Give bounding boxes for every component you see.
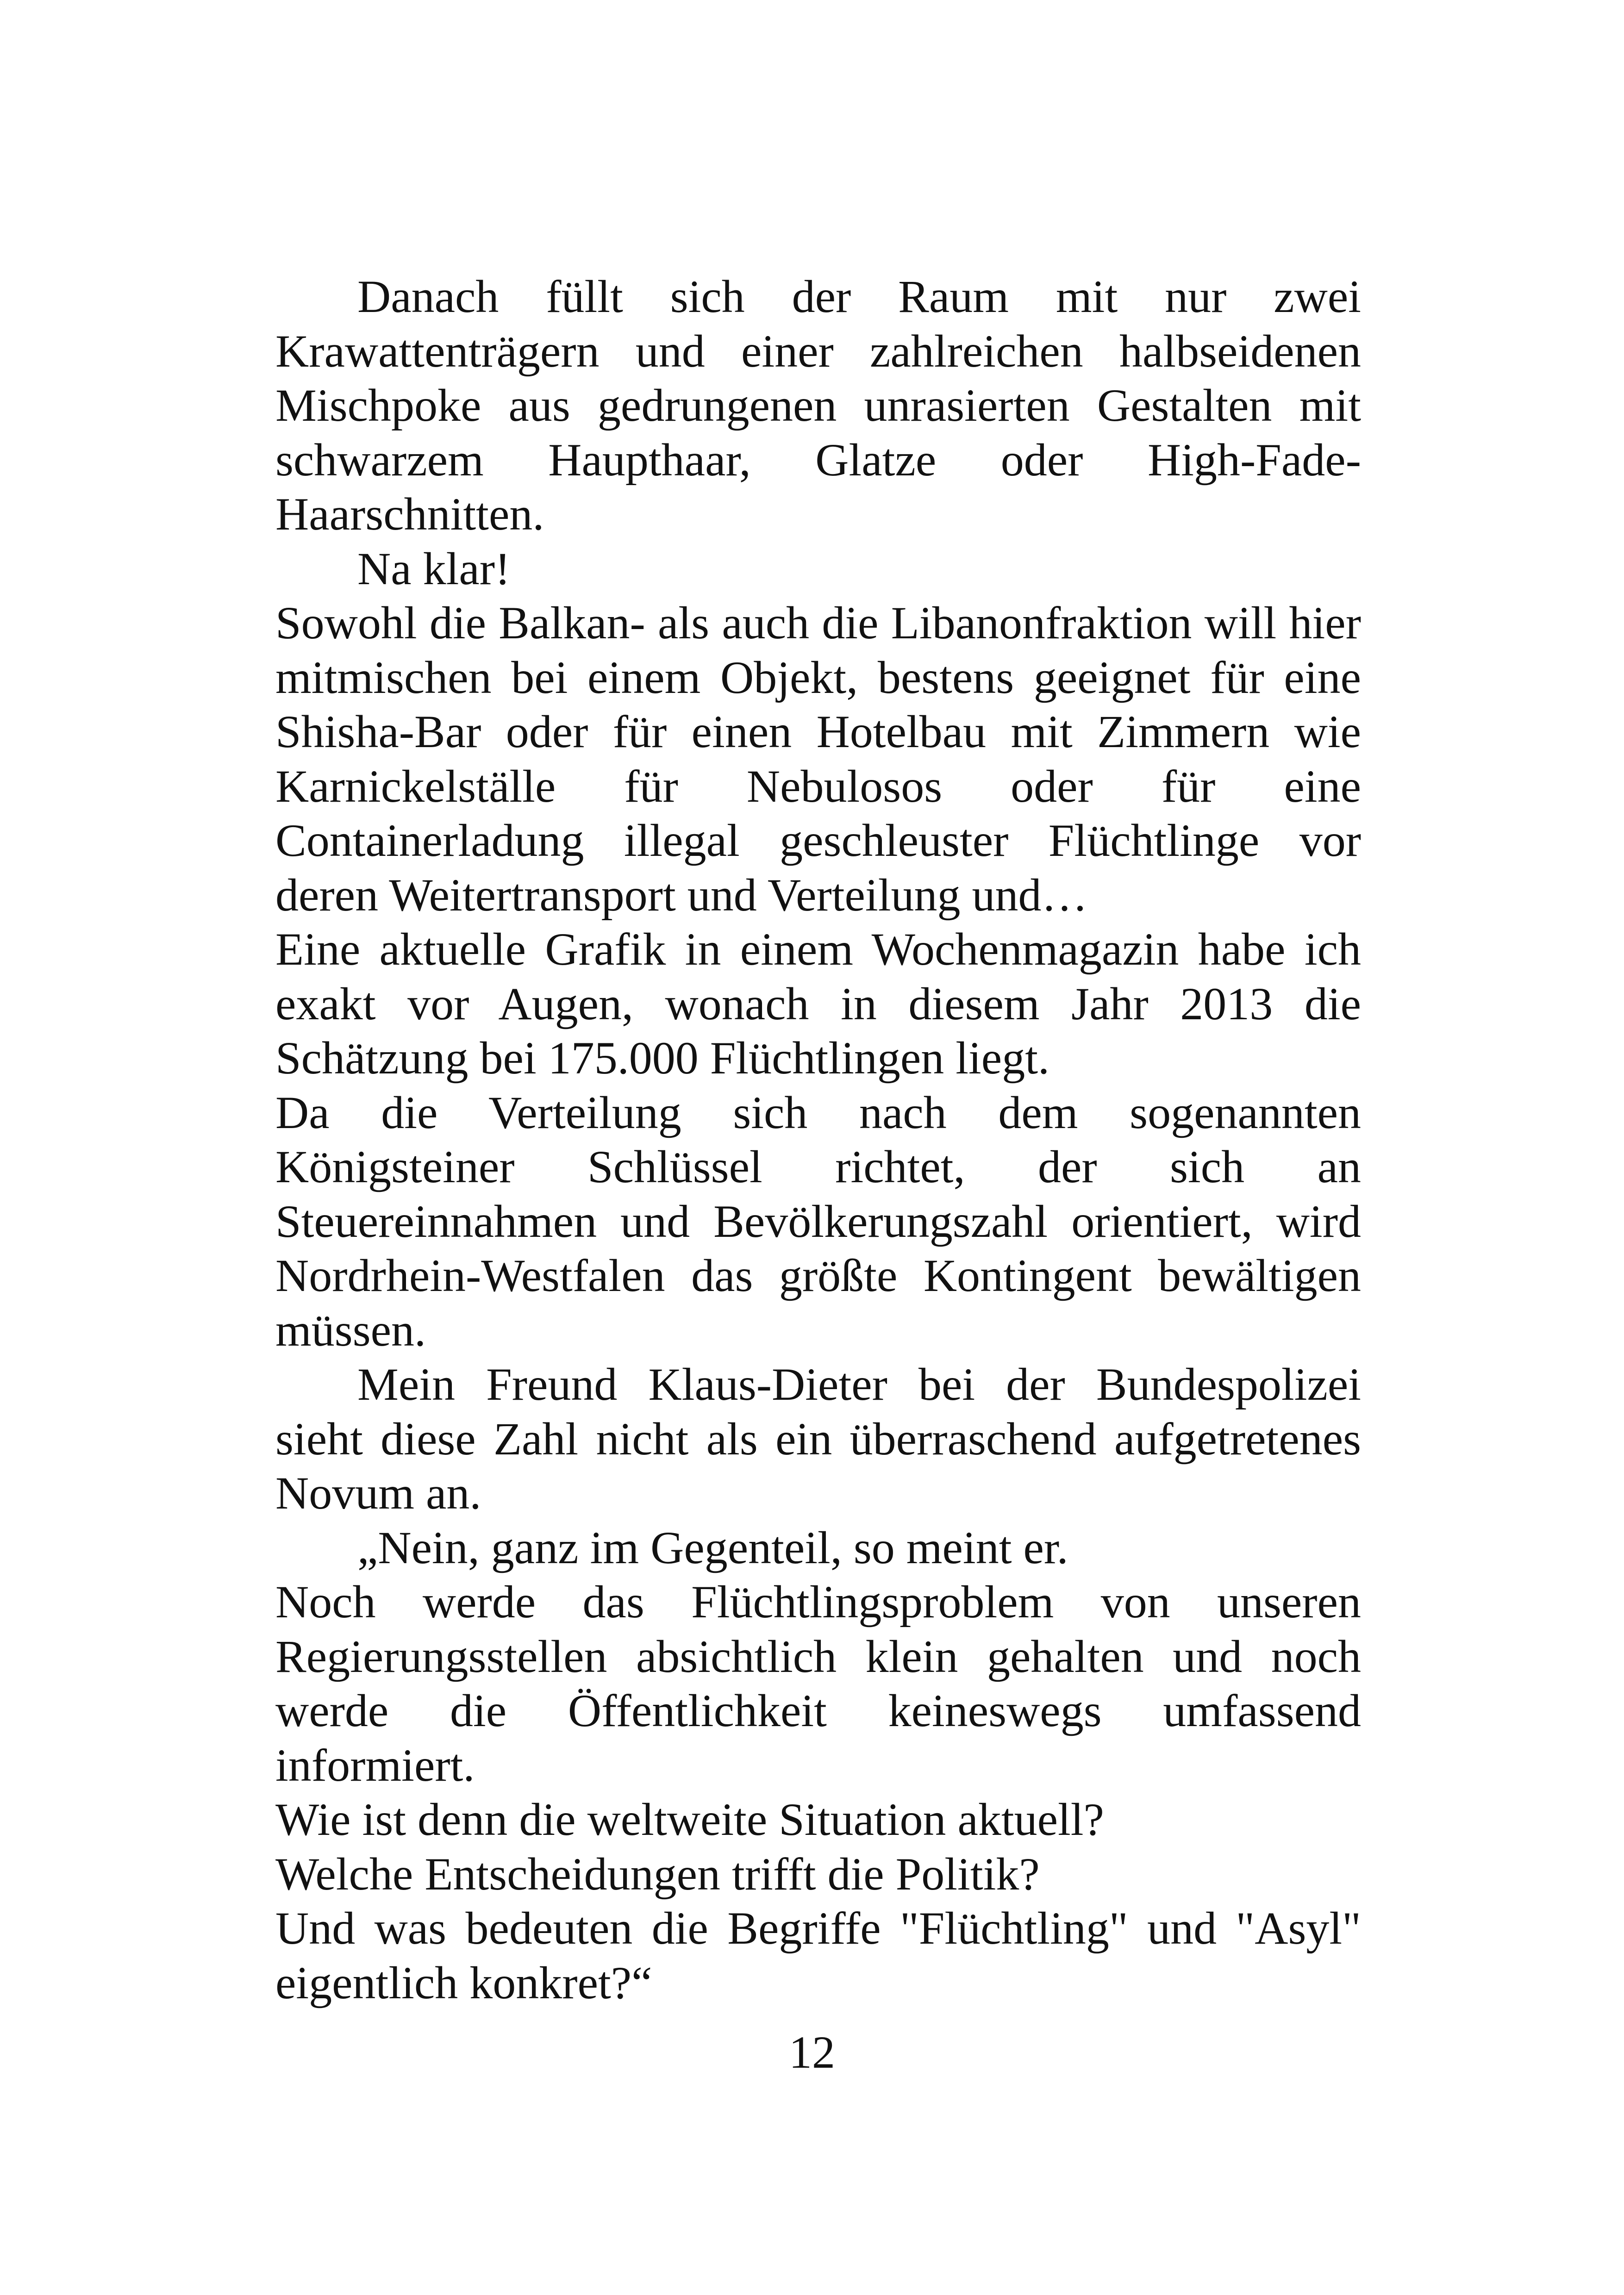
paragraph: Und was bedeuten die Begriffe "Flüchtling" und "Asyl" eigentlich konkret?“ <box>275 1902 1361 2008</box>
paragraph: Sowohl die Balkan- als auch die Libanonfraktion will hier mitmischen bei einem Objekt, bestens geeignet für eine Shisha-Bar oder für einen Hotelbau mit Zimmern wie Karnickelställe für Nebulosos oder für eine Containerladung illegal geschleuster Flüchtlinge vor deren Weitertransport und Verteilung und… <box>275 597 1361 921</box>
paragraph: Danach füllt sich der Raum mit nur zwei Krawattenträgern und einer zahlreichen halbseidenen Mischpoke aus gedrungenen unrasierten Gestalten mit schwarzem Haupthaar, Glatze oder High-Fade-Haarschnitten. <box>275 271 1361 540</box>
page-body <box>275 269 1361 2010</box>
paragraph: Na klar! <box>357 543 511 594</box>
paragraph: Wie ist denn die weltweite Situation aktuell? <box>275 1794 1104 1845</box>
paragraph: Noch werde das Flüchtlingsproblem von unseren Regierungsstellen absichtlich klein gehalten und noch werde die Öffentlichkeit keineswegs umfassend informiert. <box>275 1576 1361 1791</box>
paragraph: Eine aktuelle Grafik in einem Wochenmagazin habe ich exakt vor Augen, wonach in diesem Jahr 2013 die Schätzung bei 175.000 Flüchtlingen liegt. <box>275 923 1361 1084</box>
page-number: 12 <box>789 2027 835 2078</box>
paragraph: Welche Entscheidungen trifft die Politik? <box>275 1848 1040 1900</box>
paragraph: „Nein, ganz im Gegenteil, so meint er. <box>357 1522 1068 1573</box>
paragraph: Mein Freund Klaus-Dieter bei der Bundespolizei sieht diese Zahl nicht als ein überraschend aufgetretenes Novum an. <box>275 1359 1361 1519</box>
paragraph: Da die Verteilung sich nach dem sogenannten Königsteiner Schlüssel richtet, der sich an Steuereinnahmen und Bevölkerungszahl orientiert, wird Nordrhein-Westfalen das größte Kontingent bewältigen müssen. <box>275 1086 1361 1356</box>
